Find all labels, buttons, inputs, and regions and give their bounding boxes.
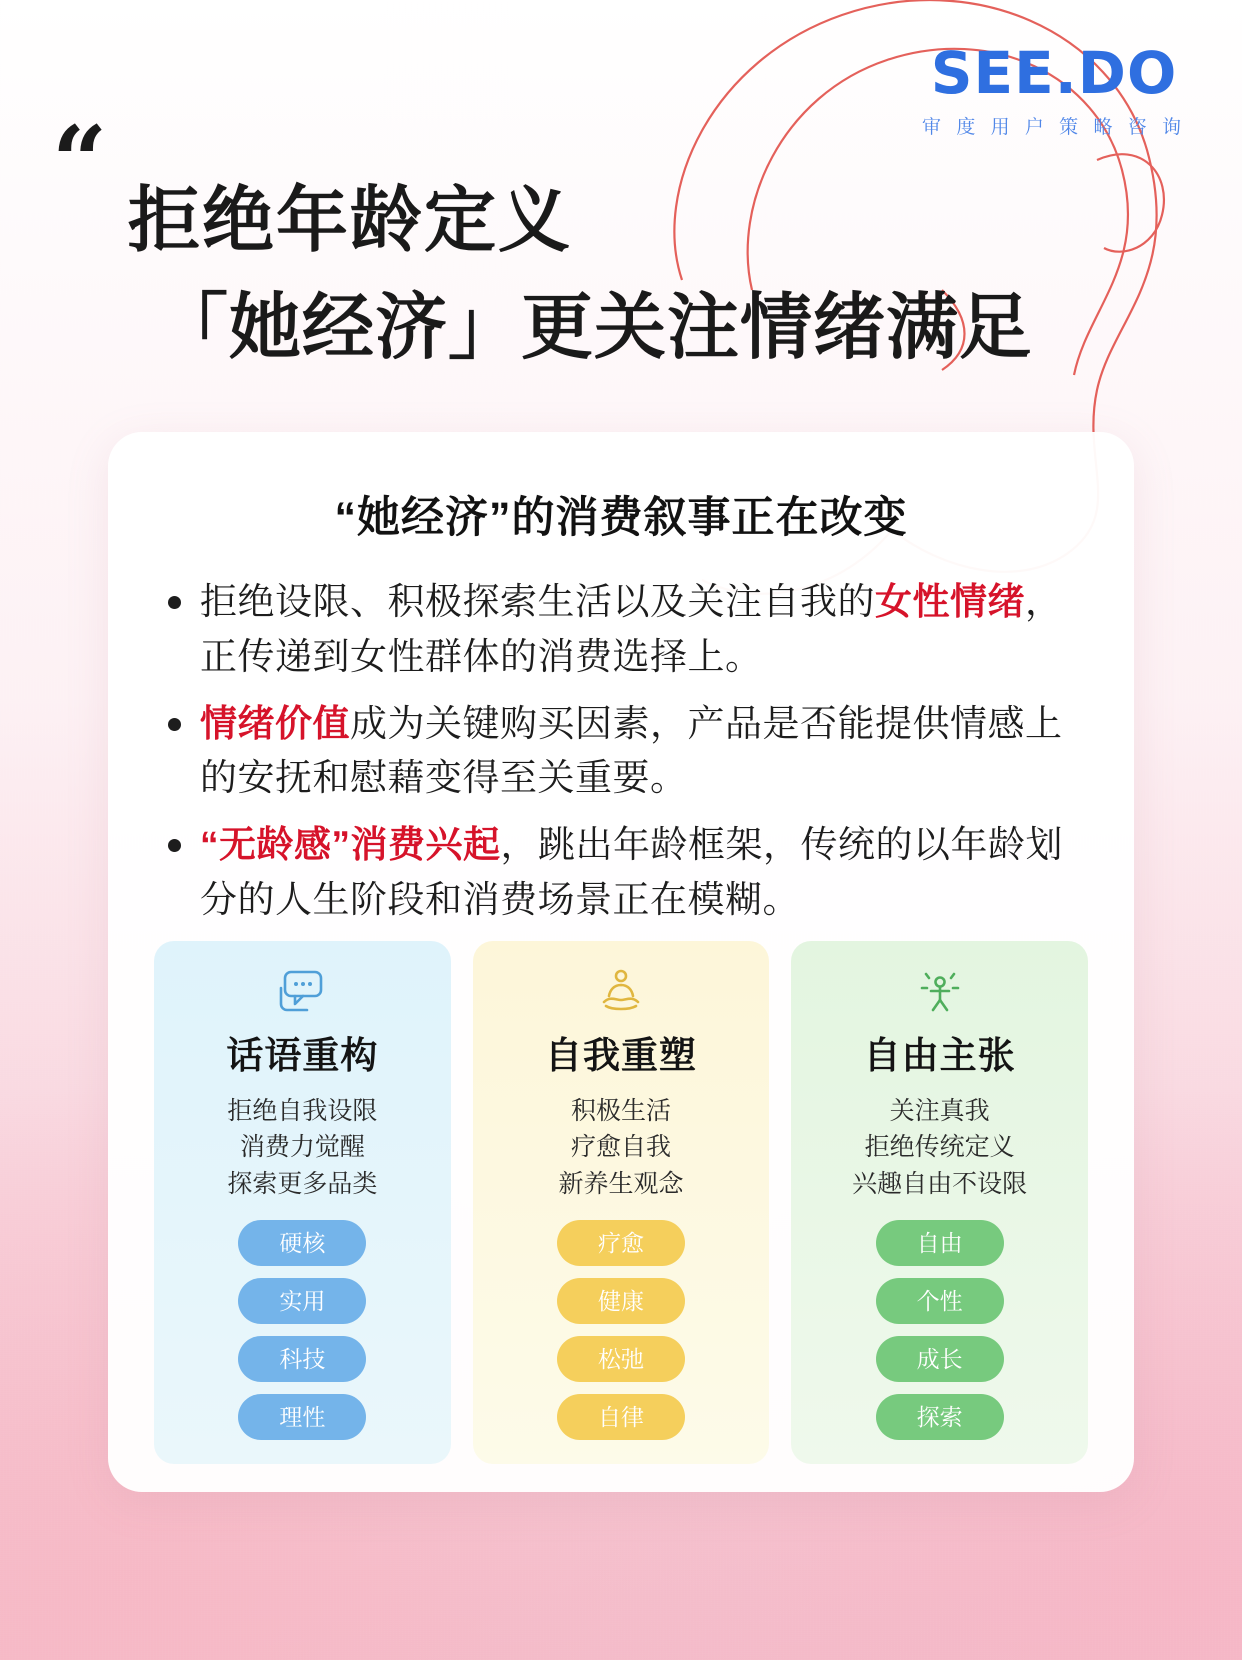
bullet-highlight-text: 女性情绪 (875, 581, 1025, 622)
headline-line-2: 「她经济」更关注情绪满足 (156, 287, 1033, 368)
tag-chip[interactable]: 硬核 (238, 1220, 366, 1266)
card-title: “她经济”的消费叙事正在改变 (334, 494, 908, 542)
panel-话语重构 (154, 941, 451, 1465)
bullet-text: ，正传递到女性群体的消费选择上。 (200, 581, 1063, 677)
panel-description-line: 积极生活 (571, 1096, 672, 1125)
bullet-item (154, 818, 1088, 928)
tag-chip[interactable]: 科技 (238, 1336, 366, 1382)
headline-line-1: 拒绝年龄定义 (128, 181, 573, 261)
panel-tag-list (807, 1220, 1072, 1440)
panel-tag-list (170, 1220, 435, 1440)
brand-tagline: 审 度 用 户 策 略 咨 询 (922, 117, 1186, 138)
tag-chip[interactable]: 自律 (557, 1394, 685, 1440)
panel-自我重塑 (473, 941, 770, 1465)
panel-自由主张 (791, 941, 1088, 1465)
shining-person-icon (807, 963, 1072, 1019)
panel-description-line: 疗愈自我 (571, 1133, 672, 1161)
bullet-item (154, 575, 1088, 685)
tag-chip[interactable]: 健康 (557, 1278, 685, 1324)
brand-name: SEE.DO (930, 39, 1178, 107)
bullet-text: 成为关键购买因素，产品是否能提供情感上的安抚和慰藉变得至关重要。 (200, 702, 1063, 799)
panel-description-line: 拒绝自我设限 (227, 1096, 378, 1125)
bullet-list (154, 575, 1088, 928)
tag-chip[interactable]: 成长 (876, 1336, 1004, 1382)
tag-chip[interactable]: 松弛 (557, 1336, 685, 1382)
panel-title: 自由主张 (863, 1034, 1016, 1076)
panel-group (154, 941, 1088, 1465)
panel-description-line: 拒绝传统定义 (864, 1133, 1015, 1161)
panel-description-line: 兴趣自由不设限 (852, 1169, 1028, 1198)
tag-chip[interactable]: 探索 (876, 1394, 1004, 1440)
tag-chip[interactable]: 自由 (876, 1220, 1004, 1266)
bullet-highlight-text: “无龄感”消费兴起 (200, 824, 501, 865)
panel-description-line: 消费力觉醒 (239, 1133, 365, 1161)
content-card (108, 432, 1134, 1492)
bullet-highlight-text: 情绪价值 (200, 702, 350, 744)
page-title (128, 180, 1032, 370)
panel-description-line: 探索更多品类 (227, 1169, 378, 1198)
tag-chip[interactable]: 个性 (876, 1278, 1004, 1324)
bullet-text: ，跳出年龄框架，传统的以年龄划分的人生阶段和消费场景正在模糊。 (200, 824, 1063, 920)
panel-description (807, 1093, 1072, 1203)
panel-description-line: 新养生观念 (558, 1169, 684, 1198)
panel-tag-list (489, 1220, 754, 1440)
tag-chip[interactable]: 理性 (238, 1394, 366, 1440)
panel-title: 自我重塑 (545, 1034, 697, 1076)
chat-bubble-icon (170, 963, 435, 1019)
panel-description (170, 1093, 435, 1203)
bullet-item (154, 697, 1088, 807)
panel-description (489, 1093, 754, 1203)
brand-logo (922, 39, 1186, 139)
panel-description-line: 关注真我 (889, 1096, 990, 1125)
bullet-text: 拒绝设限、积极探索生活以及关注自我的 (200, 581, 875, 622)
tag-chip[interactable]: 疗愈 (557, 1220, 685, 1266)
tag-chip[interactable]: 实用 (238, 1278, 366, 1324)
meditation-icon (489, 963, 754, 1019)
panel-title: 话语重构 (226, 1034, 379, 1076)
quote-mark-icon: “ (52, 105, 108, 218)
